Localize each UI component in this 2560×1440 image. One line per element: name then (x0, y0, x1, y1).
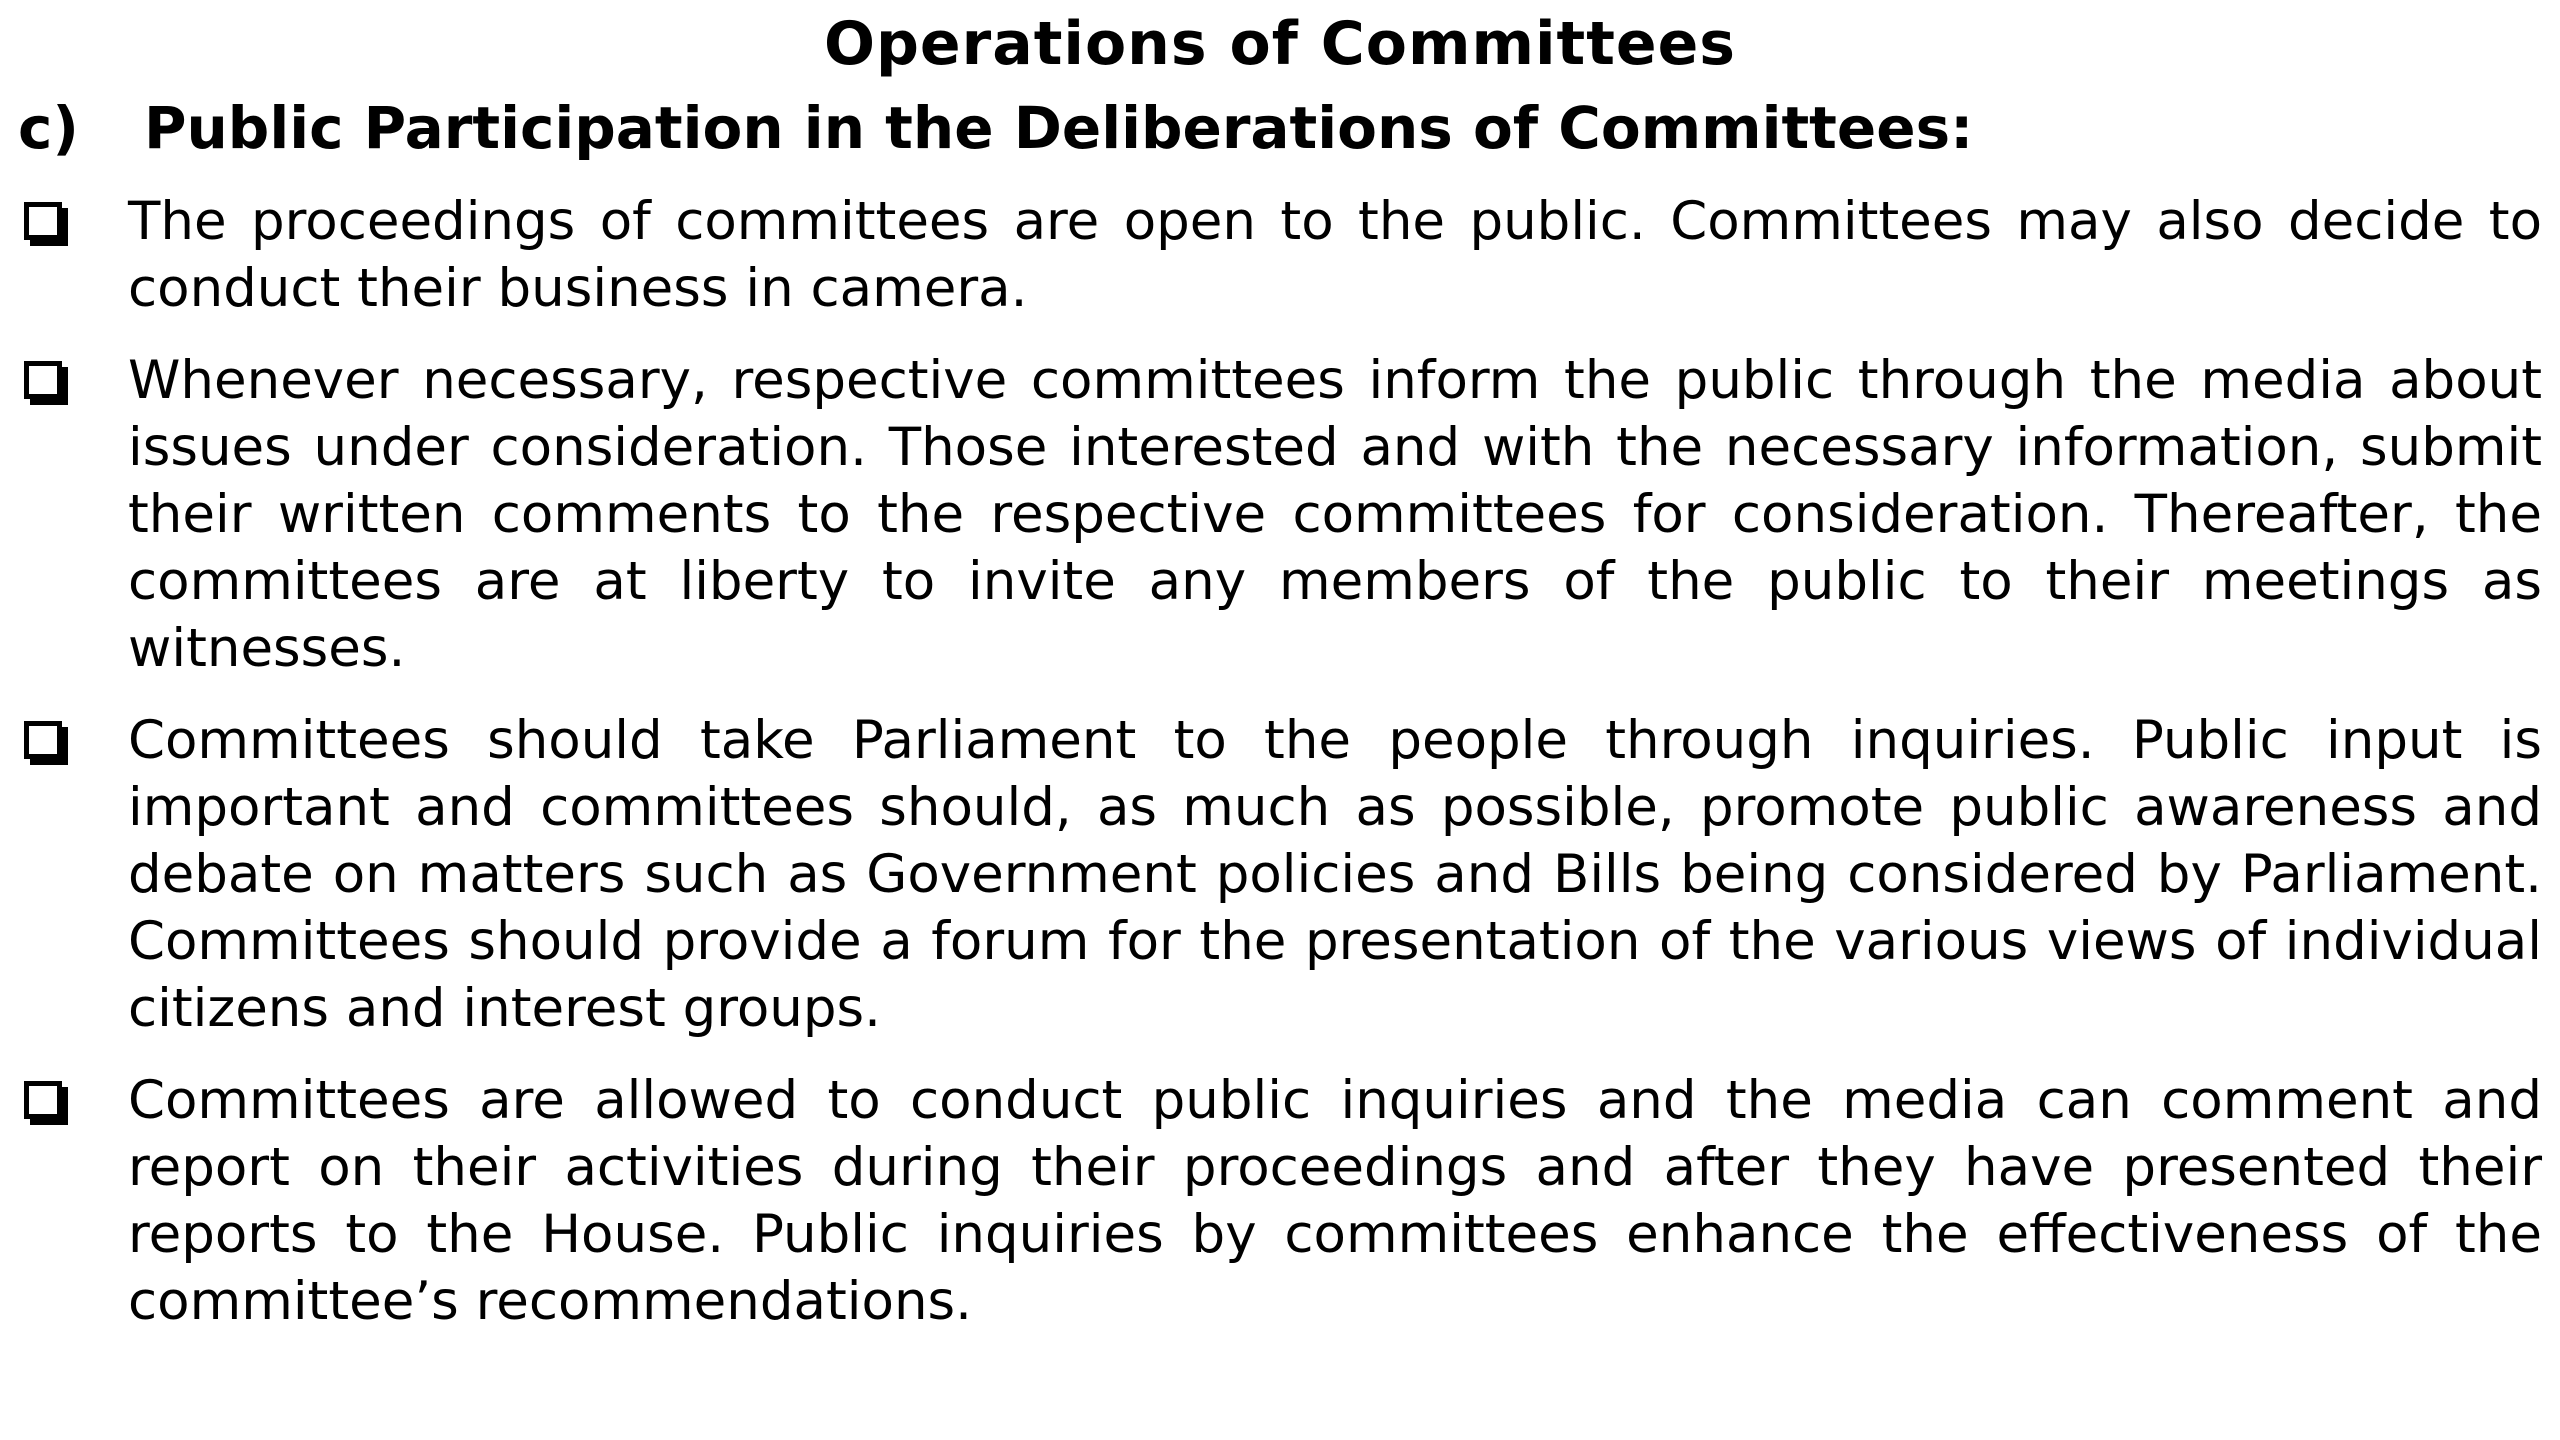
bullet-list (0, 188, 2560, 1360)
bullet-text: Committees should take Parliament to the people through inquiries. Public input is important and committees should, as much as possible, promote public awareness and debate on matters such as Government policies and Bills being considered by Parliament. Committees should provide a forum for the presentation of the various views of individual citizens and interest groups. (128, 710, 2542, 1039)
section-heading (18, 92, 2538, 164)
square-bullet-icon (24, 202, 62, 240)
list-item (0, 1067, 2560, 1335)
list-item (0, 707, 2560, 1042)
list-item (0, 347, 2560, 682)
square-bullet-icon (24, 1081, 62, 1119)
square-bullet-icon (24, 721, 62, 759)
bullet-text: The proceedings of committees are open to the public. Committees may also decide to conduct their business in camera. (128, 191, 2542, 319)
square-bullet-icon (24, 361, 62, 399)
list-item (0, 188, 2560, 322)
bullet-text: Committees are allowed to conduct public inquiries and the media can comment and report on their activities during their proceedings and after they have presented their reports to the House. Public inquiries by committees enhance the effectiveness of the committee’s recommendations. (128, 1070, 2542, 1332)
bullet-text: Whenever necessary, respective committees inform the public through the media about issues under consideration. Those interested and with the necessary information, submit their written comments to the respective committees for consideration. Thereafter, the committees are at liberty to invite any members of the public to their meetings as witnesses. (128, 350, 2542, 679)
slide-title: Operations of Committees (823, 9, 1737, 79)
section-marker: c) (18, 94, 79, 162)
section-heading-text: Public Participation in the Deliberations of Committees: (144, 94, 1974, 162)
